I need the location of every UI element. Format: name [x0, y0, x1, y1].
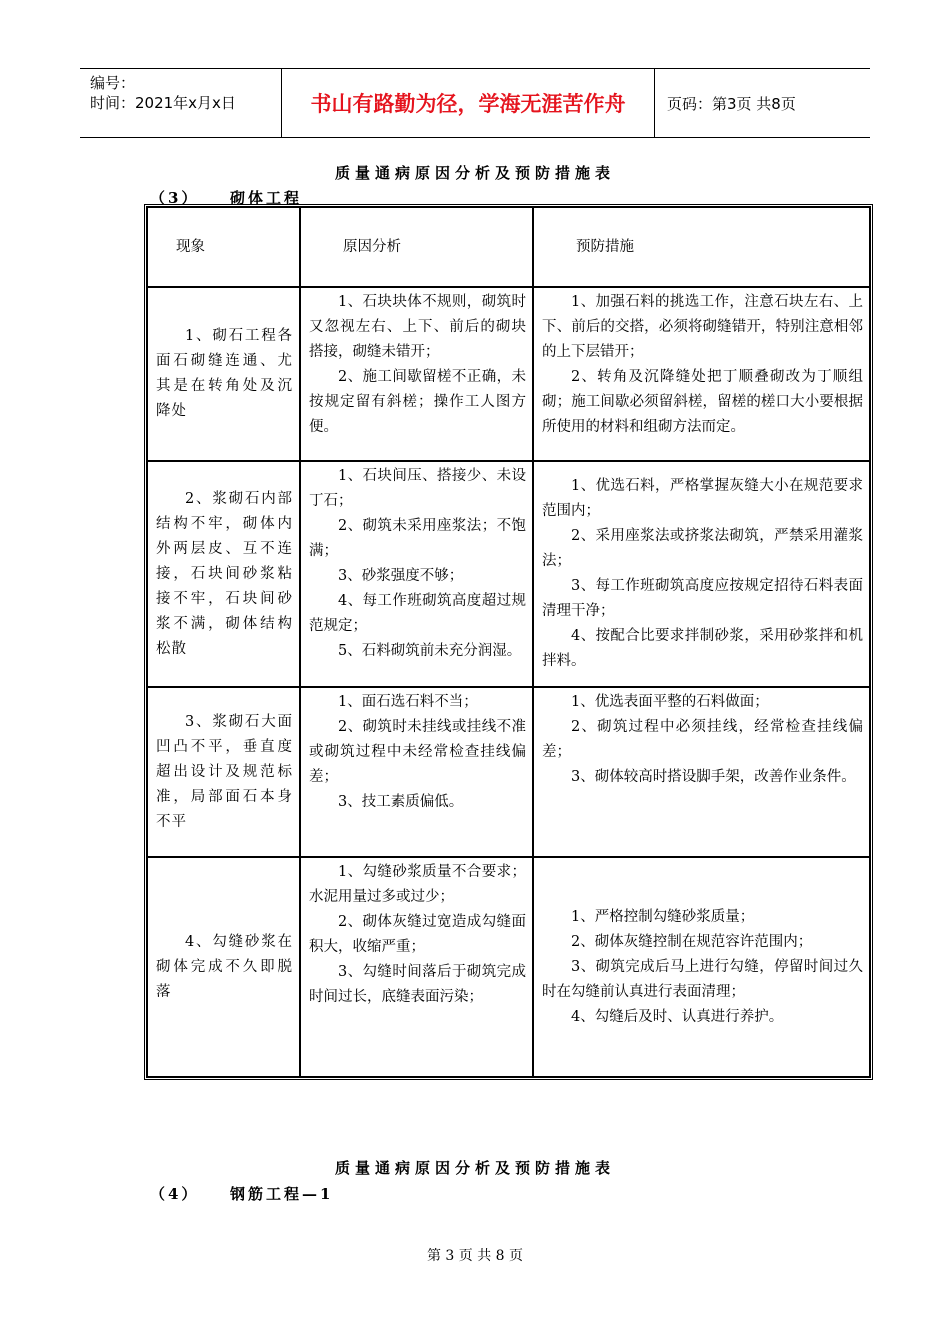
cause-item: 1、面石选石料不当；	[338, 694, 478, 710]
section-name: 钢筋工程—1	[230, 1185, 334, 1203]
phenomenon-cell	[147, 687, 300, 857]
cause-cell	[300, 287, 533, 461]
doc-title: 质量通病原因分析及预防措施表	[334, 164, 615, 182]
quality-issues-table	[144, 204, 873, 1080]
prevention-item: 4、按配合比要求拌制砂浆，采用砂浆拌和机拌料。	[542, 628, 863, 669]
table-header-row	[147, 207, 870, 287]
cause-item: 2、施工间歇留槎不正确，未按规定留有斜槎；操作工人图方便。	[309, 369, 526, 435]
prevention-item: 2、砌筑过程中必须挂线，经常检查挂线偏差；	[542, 719, 863, 760]
cause-item: 1、石块块体不规则，砌筑时又忽视左右、上下、前后的砌块搭接，砌缝未错开；	[309, 294, 526, 360]
prevention-item: 4、勾缝后及时、认真进行养护。	[571, 1008, 784, 1025]
phenomenon-text: 4、勾缝砂浆在砌体完成不久即脱落	[156, 933, 293, 1000]
prevention-item: 1、优选石料，严格掌握灰缝大小在规范要求范围内；	[542, 478, 863, 519]
cause-item: 1、勾缝砂浆质量不合要求；水泥用量过多或过少；	[309, 864, 526, 905]
table-row	[147, 287, 870, 461]
cause-cell	[300, 461, 533, 687]
cause-item: 2、砌筑未采用座浆法；不饱满；	[309, 518, 526, 559]
prevention-cell	[533, 857, 870, 1077]
cause-item: 4、每工作班砌筑高度超过规范规定；	[309, 593, 526, 634]
phenomenon-text: 3、浆砌石大面凹凸不平，垂直度超出设计及规范标准，局部面石本身不平	[156, 713, 293, 830]
prevention-item: 1、严格控制勾缝砂浆质量；	[571, 908, 755, 925]
section-number: （4）	[150, 1185, 200, 1203]
cause-item: 3、技工素质偏低。	[338, 794, 464, 810]
header-cause: 原因分析	[300, 207, 533, 287]
header-meta	[80, 69, 282, 137]
prevention-item: 2、转角及沉降缝处把丁顺叠砌改为丁顺组砌；施工间歇必须留斜槎，留槎的槎口大小要根据所使用的材料和组砌方法而定。	[542, 369, 863, 435]
prevention-item: 2、砌体灰缝控制在规范容许范围内；	[571, 933, 813, 950]
prevention-cell	[533, 461, 870, 687]
prevention-item: 3、砌筑完成后马上进行勾缝，停留时间过久时在勾缝前认真进行表面清理；	[542, 958, 863, 1000]
time-label: 时间：2021年x月x日	[90, 94, 236, 112]
header-motto: 书山有路勤为径，学海无涯苦作舟	[282, 69, 655, 137]
prevention-cell	[533, 687, 870, 857]
page-footer: 第 3 页 共 8 页	[426, 1248, 524, 1264]
table-row	[147, 857, 870, 1077]
doc-title-2: 质量通病原因分析及预防措施表	[334, 1159, 615, 1177]
phenomenon-cell	[147, 857, 300, 1077]
number-label: 编号：	[90, 74, 136, 92]
cause-item: 1、石块间压、搭接少、未设丁石；	[309, 468, 526, 509]
phenomenon-text: 2、浆砌石内部结构不牢，砌体内外两层皮、互不连接，石块间砂浆粘接不牢，石块间砂浆不满，砌体结构松散	[156, 490, 293, 657]
cause-item: 3、勾缝时间落后于砌筑完成时间过长，底缝表面污染；	[309, 964, 526, 1005]
table-row	[147, 687, 870, 857]
cause-cell	[300, 857, 533, 1077]
phenomenon-text: 1、砌石工程各面石砌缝连通、尤其是在转角处及沉降处	[156, 328, 293, 419]
prevention-item: 3、每工作班砌筑高度应按规定招待石料表面清理干净；	[542, 578, 863, 619]
cause-item: 5、石料砌筑前未充分润湿。	[338, 643, 522, 659]
header-prevention: 预防措施	[533, 207, 870, 287]
section-name: 砌体工程	[230, 189, 303, 207]
table-row	[147, 461, 870, 687]
prevention-item: 1、优选表面平整的石料做面；	[571, 694, 769, 710]
section-number: （3）	[150, 189, 200, 207]
prevention-item: 2、采用座浆法或挤浆法砌筑，严禁采用灌浆法；	[542, 528, 863, 569]
prevention-cell	[533, 287, 870, 461]
prevention-item: 3、砌体较高时搭设脚手架，改善作业条件。	[571, 769, 856, 785]
cause-item: 3、砂浆强度不够；	[338, 568, 464, 584]
section-heading-4	[150, 1183, 333, 1204]
phenomenon-cell	[147, 461, 300, 687]
cause-cell	[300, 687, 533, 857]
cause-item: 2、砌筑时未挂线或挂线不准或砌筑过程中未经常检查挂线偏差；	[309, 719, 526, 785]
cause-item: 2、砌体灰缝过宽造成勾缝面积大，收缩严重；	[309, 914, 526, 955]
prevention-item: 1、加强石料的挑选工作，注意石块左右、上下、前后的交搭，必须将砌缝错开，特别注意相邻的上下层错开；	[542, 294, 863, 360]
page-header	[80, 68, 870, 138]
phenomenon-cell	[147, 287, 300, 461]
header-phenomenon: 现象	[147, 207, 300, 287]
header-page-info: 页码：第3页 共8页	[667, 94, 796, 113]
